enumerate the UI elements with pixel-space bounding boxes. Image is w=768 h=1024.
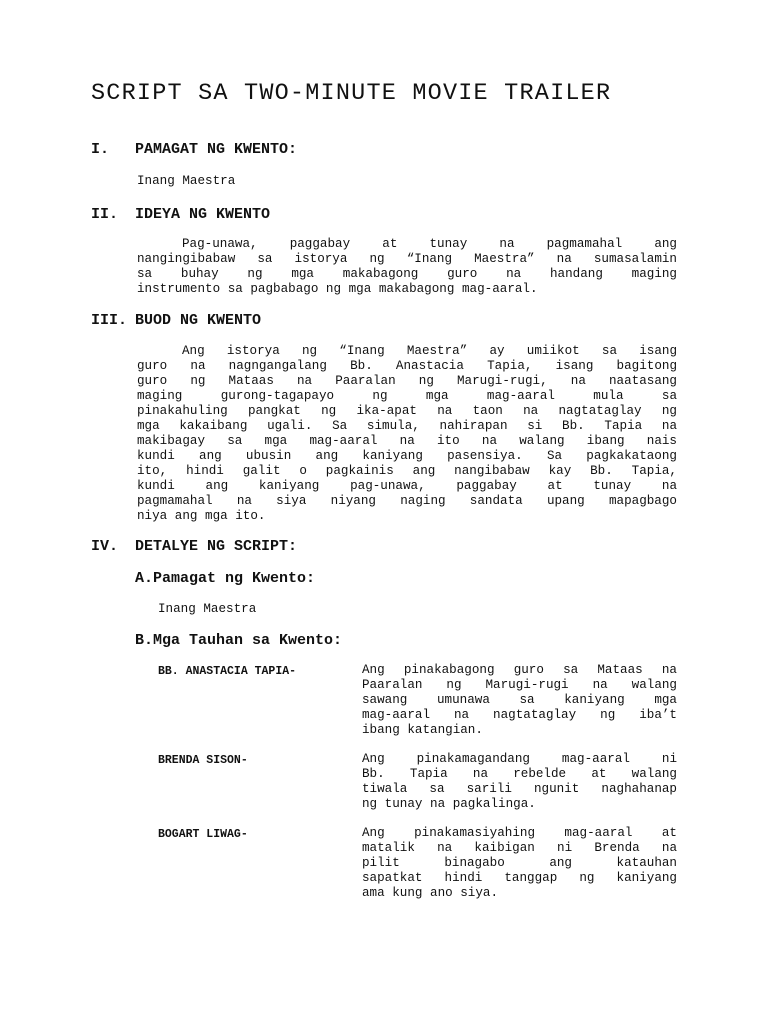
character-name: BRENDA SISON-: [158, 754, 248, 767]
paragraph-line: instrumento sa pagbabago ng mga makabagong mag-aaral.: [137, 282, 538, 296]
section-2-paragraph: [137, 237, 677, 297]
section-3-title: BUOD NG KWENTO: [135, 312, 262, 329]
section-1-title: PAMAGAT NG KWENTO:: [135, 141, 298, 158]
document-title: SCRIPT SA TWO-MINUTE MOVIE TRAILER: [91, 80, 612, 107]
paragraph-line: niya ang mga ito.: [137, 509, 266, 523]
section-2-title: IDEYA NG KWENTO: [135, 206, 271, 223]
section-3-paragraph: [137, 344, 677, 524]
description-line: Paaralan ng Marugi-rugi na walang: [362, 678, 677, 692]
paragraph-line: makibagay sa mga mag-aaral na ito na walang ibang nais: [137, 434, 677, 448]
paragraph-line: maging gurong-tagapayo ng mga mag-aaral mula sa: [137, 389, 677, 403]
paragraph-line: pinakahuling pangkat ng ika-apat na taon na nagtataglay ng: [137, 404, 677, 418]
paragraph-line: mga kakaibang ugali. Sa simula, nahirapan si Bb. Tapia na: [137, 419, 677, 433]
subsection-b-heading: B.Mga Tauhan sa Kwento:: [135, 632, 343, 649]
section-2-heading: [91, 206, 270, 223]
description-line: Ang pinakamasiyahing mag-aaral at: [362, 826, 677, 840]
subsection-a-body: Inang Maestra: [158, 602, 257, 616]
subsection-a-heading: A.Pamagat ng Kwento:: [135, 570, 316, 587]
description-line: sawang umunawa sa kaniyang mga: [362, 693, 677, 707]
description-line: Ang pinakabagong guro sa Mataas na: [362, 663, 677, 677]
description-line: ng tunay na pagkalinga.: [362, 797, 536, 811]
section-3-heading: [91, 312, 261, 329]
description-line: matalik na kaibigan ni Brenda na: [362, 841, 677, 855]
character-name: BB. ANASTACIA TAPIA-: [158, 665, 297, 678]
character-description: [362, 826, 677, 901]
section-4-heading: [91, 538, 297, 555]
paragraph-line: Pag-unawa, paggabay at tunay na pagmamahal ang: [182, 237, 677, 251]
paragraph-line: sa buhay ng mga makabagong guro na handang maging: [137, 267, 677, 281]
description-line: tiwala sa sarili ngunit naghahanap: [362, 782, 677, 796]
paragraph-line: ito, hindi galit o pagkainis ang nangibabaw kay Bb. Tapia,: [137, 464, 677, 478]
character-description: [362, 663, 677, 738]
paragraph-line: guro ng Mataas na Paaralan ng Marugi-rugi, na naatasang: [137, 374, 677, 388]
section-2-number: II.: [91, 206, 119, 223]
section-4-number: IV.: [91, 538, 119, 555]
paragraph-line: kundi ang kaniyang pag-unawa, paggabay at tunay na: [137, 479, 677, 493]
description-line: Bb. Tapia na rebelde at walang: [362, 767, 677, 781]
section-3-number: III.: [91, 312, 128, 329]
section-1-number: I.: [91, 141, 110, 158]
character-description: [362, 752, 677, 812]
paragraph-line: pagmamahal na siya niyang naging sandata upang mapagbago: [137, 494, 677, 508]
description-line: sapatkat hindi tanggap ng kaniyang: [362, 871, 677, 885]
description-line: ama kung ano siya.: [362, 886, 499, 900]
description-line: ibang katangian.: [362, 723, 483, 737]
section-1-body: Inang Maestra: [137, 174, 236, 188]
paragraph-line: nangingibabaw sa istorya ng “Inang Maestra” na sumasalamin: [137, 252, 677, 266]
description-line: mag-aaral na nagtataglay ng iba’t: [362, 708, 677, 722]
paragraph-line: kundi ang ubusin ang kaniyang pasensiya. Sa pagkakataong: [137, 449, 677, 463]
section-4-title: DETALYE NG SCRIPT:: [135, 538, 298, 555]
description-line: Ang pinakamagandang mag-aaral ni: [362, 752, 677, 766]
paragraph-line: guro na nagngangalang Bb. Anastacia Tapia, isang bagitong: [137, 359, 677, 373]
description-line: pilit binagabo ang katauhan: [362, 856, 677, 870]
section-1-heading: [91, 141, 297, 158]
character-name: BOGART LIWAG-: [158, 828, 248, 841]
paragraph-line: Ang istorya ng “Inang Maestra” ay umiikot sa isang: [182, 344, 677, 358]
